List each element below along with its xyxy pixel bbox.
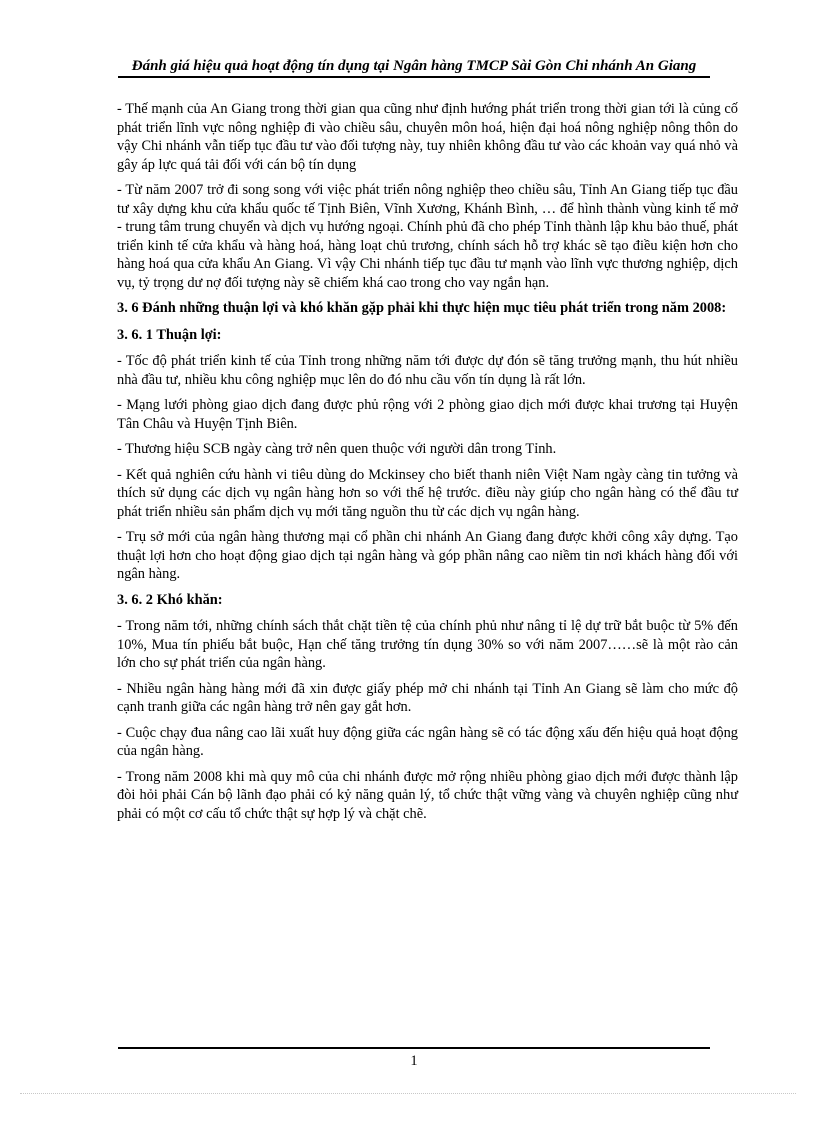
paragraph-strengths: - Thế mạnh của An Giang trong thời gian qua cũng như định hướng phát triển trong thời gian tới là củng cố phát triển lĩnh vực nông nghiệp đi vào chiều sâu, chuyên môn hoá, hiện đại hoá nông nghiệp nông thôn do vậy Chi nhánh vẫn tiếp tục đầu tư vào đối tượng này, tuy nhiên không đầu tư vào các khoản vay quá nhỏ và gây áp lực quá tải đối với cán bộ tín dụng bbox=[117, 101, 738, 173]
difficulty-item: - Nhiều ngân hàng hàng mới đã xin được giấy phép mở chi nhánh tại Tỉnh An Giang sẽ làm cho mức độ cạnh tranh giữa các ngân hàng trở nên gay gắt hơn. bbox=[117, 680, 738, 715]
document-body bbox=[117, 100, 738, 830]
advantage-item: - Thương hiệu SCB ngày càng trở nên quen thuộc với người dân trong Tỉnh. bbox=[117, 441, 557, 457]
page-header-title: Đánh giá hiệu quả hoạt động tín dụng tại Ngân hàng TMCP Sài Gòn Chi nhánh An Giang bbox=[131, 58, 697, 74]
difficulty-item: - Cuộc chạy đua nâng cao lãi xuất huy động giữa các ngân hàng sẽ có tác động xấu đến hiệu quả hoạt động của ngân hàng. bbox=[117, 724, 738, 759]
advantage-item: - Tốc độ phát triển kinh tế của Tỉnh trong những năm tới được dự đón sẽ tăng trưởng mạnh, thu hút nhiều nhà đầu tư, nhiều khu công nghiệp mục lên do đó nhu cầu vốn tín dụng là rất lớn. bbox=[117, 353, 738, 388]
paragraph-border-economy: - Từ năm 2007 trở đi song song với việc phát triển nông nghiệp theo chiều sâu, Tỉnh An Giang tiếp tục đầu tư xây dựng khu cửa khẩu quốc tế Tịnh Biên, Vĩnh Xương, Khánh Bình, … để hình thành vùng kinh tế mở - trung tâm trung chuyển và dịch vụ hướng ngoại. Chính phủ đã cho phép Tỉnh thành lập khu bảo thuế, phát triển kinh tế cửa khẩu và hàng hoá, hàng loạt chủ trương, chính sách hỗ trợ khác sẽ tạo điều kiện hơn cho hàng hoá qua cửa khẩu An Giang. Vì vậy Chi nhánh tiếp tục đầu tư mạnh vào lĩnh vực thương nghiệp, dịch vụ, tỷ trọng dư nợ đối tượng này sẽ chiếm khá cao trong cho vay ngắn hạn. bbox=[117, 182, 738, 291]
page-number: 1 bbox=[410, 1053, 418, 1069]
footer-rule bbox=[118, 1047, 710, 1049]
advantage-item: - Trụ sở mới của ngân hàng thương mại cổ phần chi nhánh An Giang đang được khởi công xây dựng. Tạo thuật lợi hơn cho hoạt động giao dịch tại ngân hàng và góp phần nâng cao niềm tin nơi khách hàng đối với ngân hàng. bbox=[117, 529, 738, 582]
difficulty-item: - Trong năm tới, những chính sách thắt chặt tiền tệ của chính phủ như nâng tỉ lệ dự trữ bắt buộc từ 5% đến 10%, Mua tín phiếu bắt buộc, Hạn chế tăng trưởng tín dụng 30% so với năm 2007……sẽ là một rào cản lớn cho sự phát triển của ngân hàng. bbox=[117, 618, 738, 671]
header-rule bbox=[118, 76, 710, 78]
section-heading: 3. 6 Đánh những thuận lợi và khó khăn gặp phải khi thực hiện mục tiêu phát triển trong năm 2008: bbox=[117, 300, 727, 316]
subsection-heading-advantages: 3. 6. 1 Thuận lợi: bbox=[117, 326, 222, 343]
page-bottom-dotted-border bbox=[20, 1093, 796, 1094]
difficulty-item: - Trong năm 2008 khi mà quy mô của chi nhánh được mở rộng nhiều phòng giao dịch mới được thành lập đòi hỏi phải Cán bộ lãnh đạo phải có kỷ năng quản lý, tổ chức thật vững vàng và chuyên nghiệp cũng như phải có một cơ cấu tổ chức thật sự hợp lý và chặt chẽ. bbox=[117, 768, 738, 822]
advantage-item: - Kết quả nghiên cứu hành vi tiêu dùng do Mckinsey cho biết thanh niên Việt Nam ngày càng tin tưởng và thích sử dụng các dịch vụ ngân hàng hơn so với thế hệ trước. điều này giúp cho ngân hàng có thể đầu tư phát triển nhiều sản phẩm dịch vụ mới tăng nguồn thu từ các dịch vụ ngân hàng. bbox=[117, 466, 738, 520]
advantage-item: - Mạng lưới phòng giao dịch đang được phủ rộng với 2 phòng giao dịch mới được khai trương tại Huyện Tân Châu và Huyện Tịnh Biên. bbox=[117, 397, 738, 432]
subsection-heading-difficulties: 3. 6. 2 Khó khăn: bbox=[117, 591, 223, 608]
